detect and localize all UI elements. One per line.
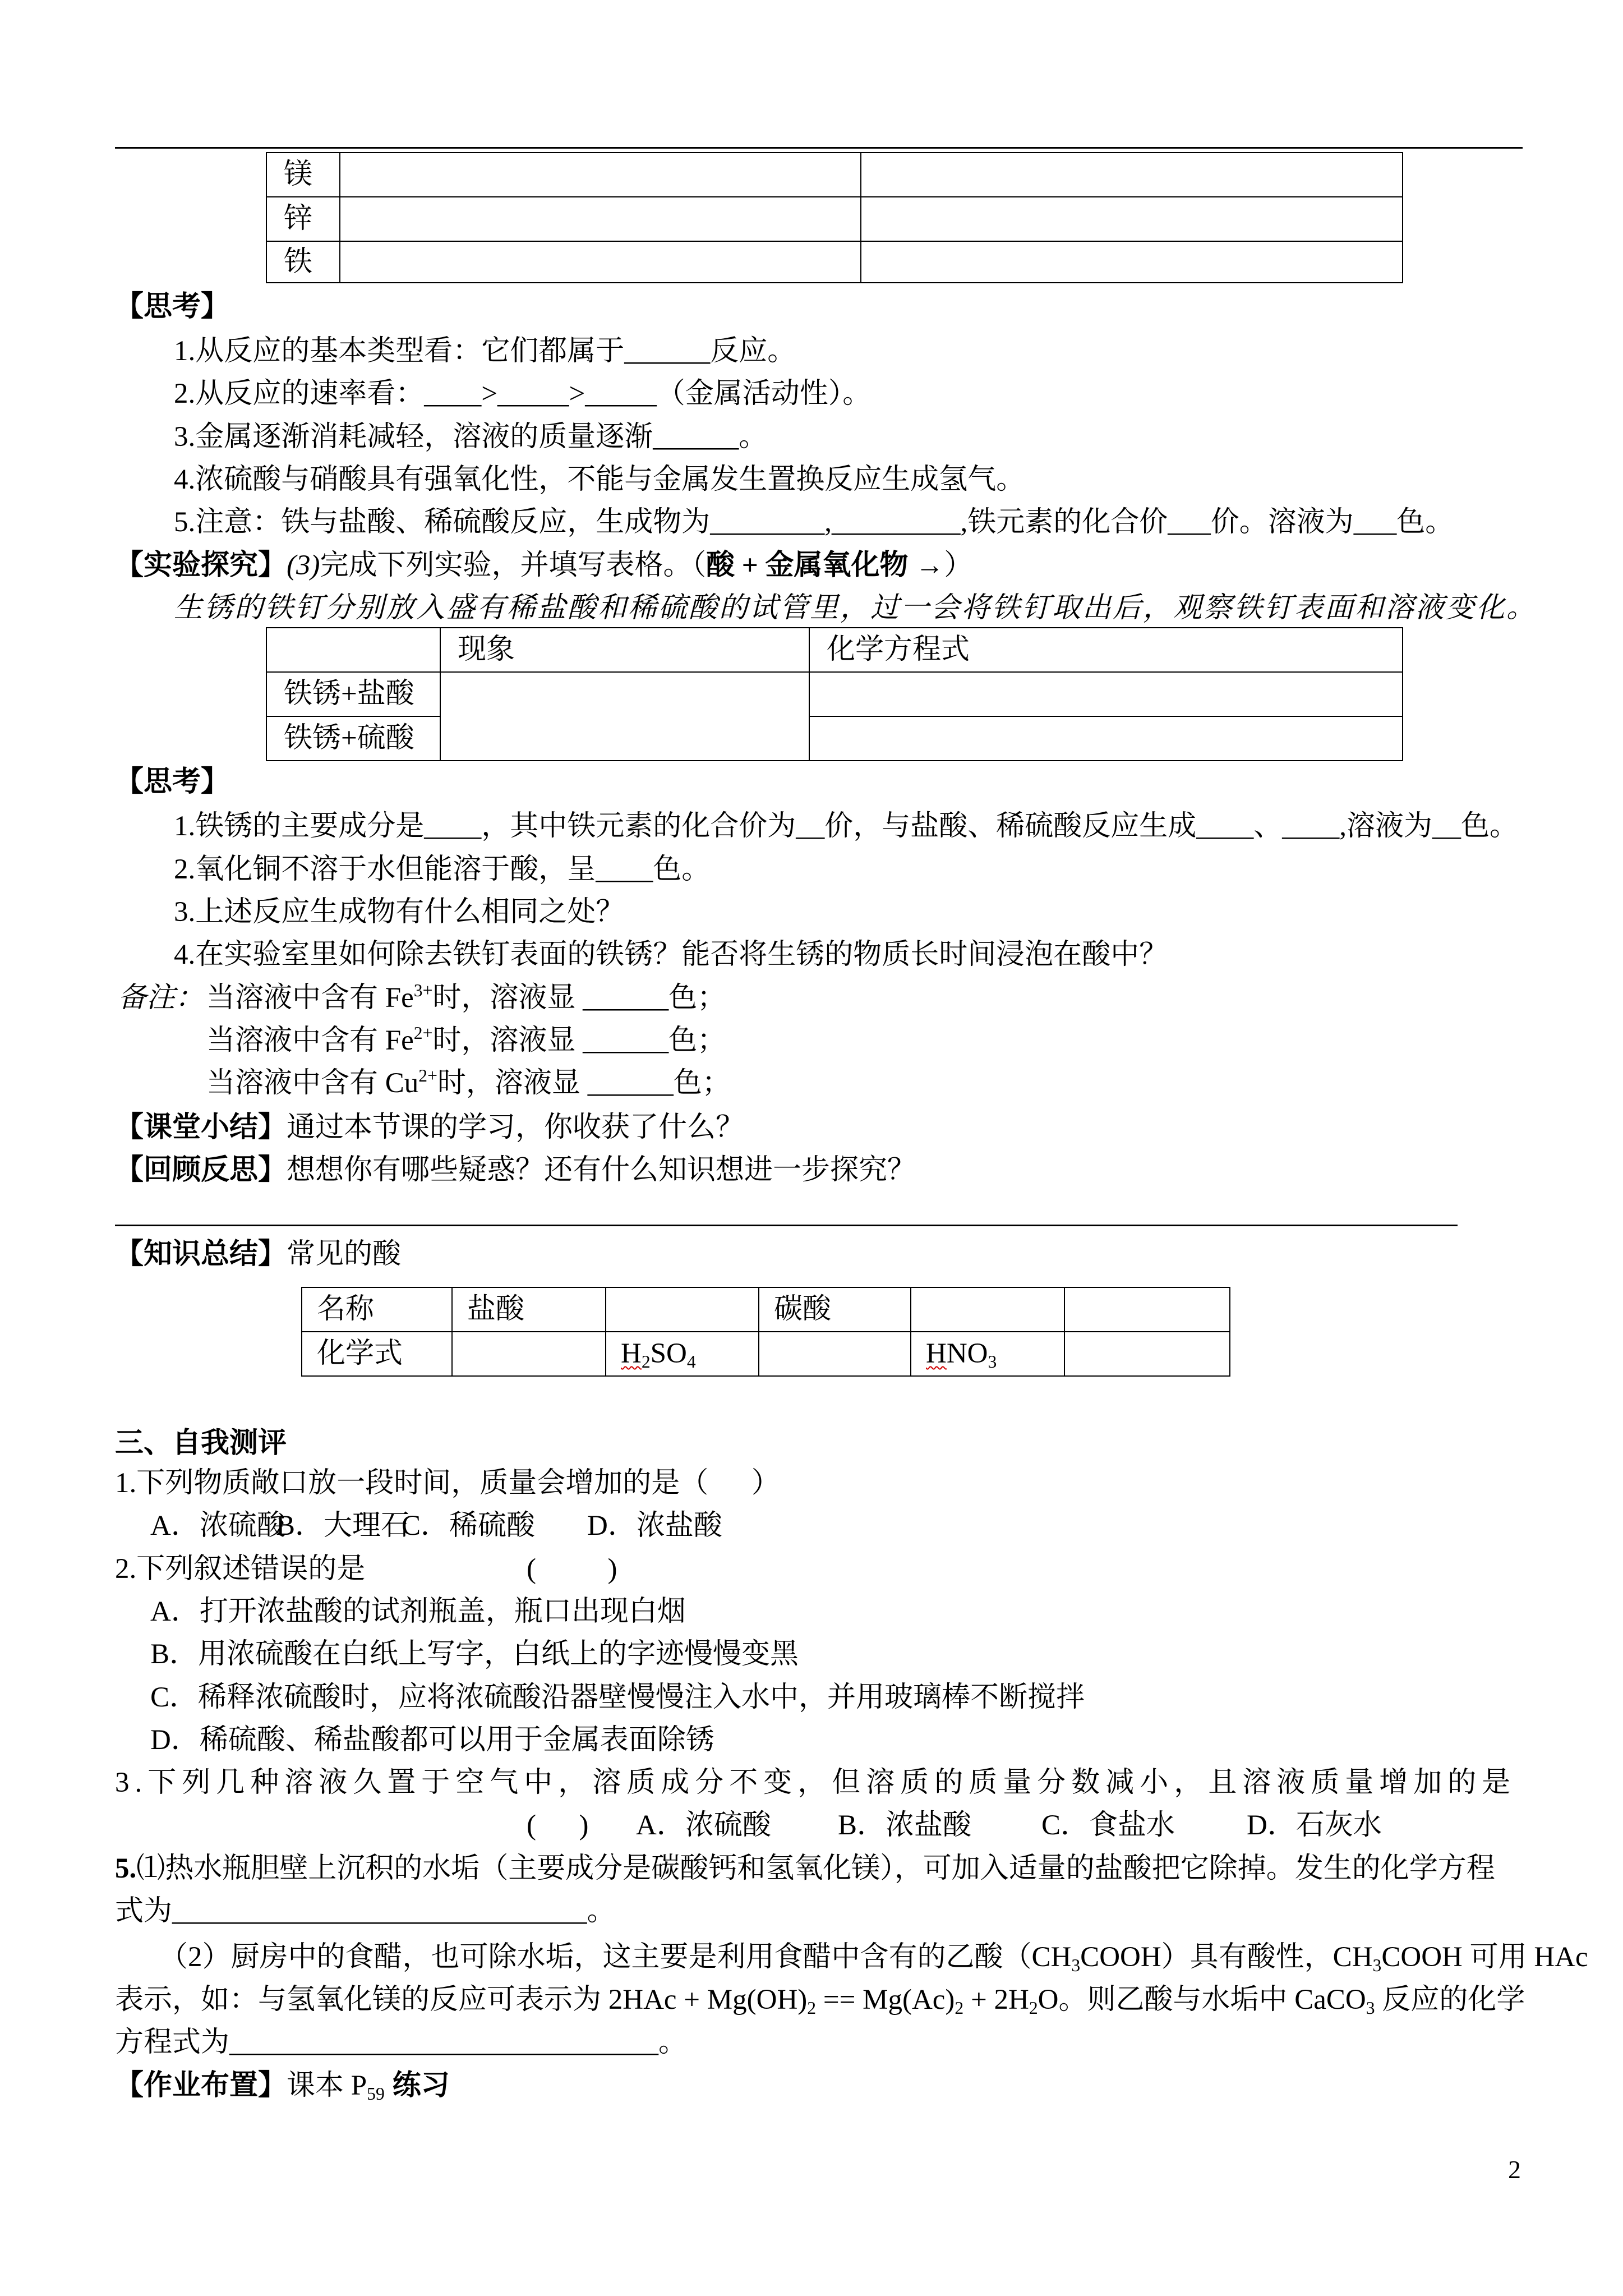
formula-part: H	[621, 1338, 642, 1369]
homework-page-sub: 59	[367, 2083, 385, 2104]
acid-name-cell: 盐酸	[452, 1287, 606, 1332]
answer-blank: ______	[583, 1025, 669, 1056]
row-label: 铁锈+盐酸	[266, 672, 440, 716]
row-label-formula: 化学式	[302, 1332, 452, 1376]
note-line	[206, 1019, 726, 1062]
note-text: 当溶液中含有 Fe	[206, 1025, 414, 1056]
think-item: 1.从反应的基本类型看：它们都属于______反应。	[174, 335, 796, 367]
think-item: 2.氧化铜不溶于水但能溶于酸，呈____色。	[174, 854, 711, 885]
formula-part: H	[926, 1338, 947, 1369]
question-2-stem: 2.下列叙述错误的是	[115, 1553, 366, 1585]
think-item: 4.在实验室里如何除去铁钉表面的铁锈？能否将生锈的物质长时间浸泡在酸中？	[174, 939, 1168, 970]
note-text: 色；	[673, 1068, 731, 1099]
reaction-type: 酸 + 金属氧化物 →	[706, 550, 944, 581]
reflection-heading: 【回顾反思】	[115, 1154, 287, 1186]
think-heading: 【思考】	[115, 291, 230, 323]
q3-answer-paren: ( )	[527, 1810, 589, 1841]
note-text: 色；	[668, 982, 726, 1014]
reflection-text: 想想你有哪些疑惑？还有什么知识想进一步探究？	[287, 1154, 916, 1186]
ion-charge: 2+	[413, 1023, 433, 1043]
think-item: 4.浓硫酸与硝酸具有强氧化性，不能与金属发生置换反应生成氢气。	[174, 464, 1025, 495]
question-text: COOH 可用 HAc	[1381, 1941, 1588, 1973]
knowledge-title: 常见的酸	[287, 1239, 402, 1270]
question-text: 反应的化学	[1375, 1984, 1525, 2016]
instruction-text: 完成下列实验，并填写表格。（	[320, 550, 706, 581]
question-5-part2-blank: 方程式为______________________________。	[115, 2027, 688, 2058]
top-rule	[115, 147, 1523, 149]
question-text: + 2H	[963, 1984, 1029, 2016]
rust-reaction-table	[266, 627, 1403, 761]
think-item: 3.金属逐渐消耗减轻，溶液的质量逐渐______。	[174, 421, 768, 453]
formula-cell-h2so4	[606, 1332, 759, 1376]
q3-option-a: A．浓硫酸	[636, 1810, 771, 1841]
knowledge-heading: 【知识总结】	[115, 1239, 287, 1270]
class-summary	[115, 1106, 744, 1149]
question-5-part2-line1	[159, 1936, 1588, 1978]
question-text: O。则乙酸与水垢中 CaCO	[1038, 1984, 1366, 2016]
step-number: (3)	[287, 550, 320, 581]
blank-cell	[1064, 1287, 1230, 1332]
question-5-part1	[115, 1847, 1495, 1890]
metal-name-cell: 铁	[266, 241, 340, 283]
question-5-part1-blank: 式为_____________________________。	[115, 1895, 616, 1927]
note-text: 时，溶液显	[432, 1025, 583, 1056]
section-rule	[115, 1225, 1458, 1226]
q2-option-c: C．稀释浓硫酸时，应将浓硫酸沿器壁慢慢注入水中，并用玻璃棒不断搅拌	[150, 1682, 1085, 1713]
q1-option-a: A．浓硫酸	[150, 1510, 285, 1542]
blank-cell	[452, 1332, 606, 1376]
blank-cell	[861, 197, 1403, 241]
q3-option-c: C．食盐水	[1041, 1810, 1175, 1841]
experiment-heading: 【实验探究】	[115, 550, 287, 581]
q2-option-d: D．稀硫酸、稀盐酸都可以用于金属表面除锈	[150, 1724, 714, 1756]
note-text: 当溶液中含有 Fe	[206, 982, 414, 1014]
q2-answer-paren: ( )	[527, 1553, 617, 1585]
think-item: 3.上述反应生成物有什么相同之处？	[174, 896, 625, 928]
metal-name-cell: 镁	[266, 153, 340, 197]
question-number: 5.	[115, 1853, 137, 1884]
metal-name-cell: 锌	[266, 197, 340, 241]
formula-cell-hno3	[911, 1332, 1064, 1376]
note-text: 时，溶液显	[437, 1068, 588, 1099]
summary-text: 通过本节课的学习，你收获了什么？	[287, 1112, 745, 1143]
summary-heading: 【课堂小结】	[115, 1112, 287, 1143]
homework-heading: 【作业布置】	[115, 2070, 287, 2101]
blank-cell	[861, 241, 1403, 283]
answer-blank: ______	[587, 1068, 674, 1099]
note-line	[206, 977, 726, 1019]
formula-part: SO	[650, 1338, 687, 1369]
blank-cell	[340, 241, 861, 283]
question-text: （2）厨房中的食醋，也可除水垢，这主要是利用食醋中含有的乙酸（CH	[159, 1941, 1072, 1973]
row-label: 铁锈+硫酸	[266, 716, 440, 761]
phenomenon-cell	[440, 672, 809, 761]
header-phenomenon: 现象	[440, 628, 809, 672]
formula-subscript: 3	[1372, 1955, 1382, 1975]
blank-cell	[911, 1287, 1064, 1332]
blank-cell	[266, 628, 440, 672]
self-test-heading: 三、自我测评	[115, 1428, 287, 1459]
experiment-description: 生锈的铁钉分别放入盛有稀盐酸和稀硫酸的试管里，过一会将铁钉取出后，观察铁钉表面和溶液变化。	[174, 592, 1537, 624]
question-text: == Mg(Ac)	[816, 1984, 955, 2016]
answer-blank: ______	[583, 982, 669, 1014]
q3-option-d: D．石灰水	[1247, 1810, 1382, 1841]
blank-cell	[606, 1287, 759, 1332]
formula-subscript: 3	[1071, 1955, 1081, 1975]
ion-charge: 2+	[418, 1066, 437, 1086]
formula-subscript: 2	[641, 1351, 651, 1372]
question-text: COOH）具有酸性，CH	[1080, 1941, 1373, 1973]
acid-name-cell: 碳酸	[759, 1287, 911, 1332]
formula-subscript: 2	[955, 1998, 964, 2018]
experiment-instruction	[115, 544, 972, 587]
reflection	[115, 1149, 916, 1191]
think-item: 1.铁锈的主要成分是____，其中铁元素的化合价为__价，与盐酸、稀硫酸反应生成____、____,溶液为__色。	[174, 811, 1519, 842]
q1-option-b: B．大理石	[276, 1510, 410, 1542]
formula-subscript: 2	[807, 1998, 817, 2018]
q3-option-b: B．浓盐酸	[838, 1810, 972, 1841]
instruction-end: ）	[944, 550, 973, 581]
formula-subscript: 3	[988, 1351, 997, 1372]
ion-charge: 3+	[413, 981, 433, 1001]
formula-subscript: 4	[686, 1351, 696, 1372]
common-acids-table	[301, 1287, 1230, 1377]
blank-cell	[340, 197, 861, 241]
metal-reaction-table	[266, 152, 1403, 283]
think-item: 5.注意：铁与盐酸、稀硫酸反应，生成物为________,_________,铁元素的化合价___价。溶液为___色。	[174, 507, 1454, 538]
question-3-stem: 3.下列几种溶液久置于空气中，溶质成分不变，但溶质的质量分数减小，且溶液质量增加的是	[115, 1767, 1516, 1798]
note-text: 色；	[668, 1025, 726, 1056]
homework-text: 课本 P	[287, 2070, 367, 2101]
q1-option-c: C．稀硫酸	[402, 1510, 536, 1542]
row-label-name: 名称	[302, 1287, 452, 1332]
knowledge-summary	[115, 1233, 401, 1276]
question-text: 表示，如：与氢氧化镁的反应可表示为 2HAc + Mg(OH)	[115, 1984, 808, 2016]
homework-task: 练习	[392, 2070, 450, 2101]
question-text: ⑴热水瓶胆壁上沉积的水垢（主要成分是碳酸钙和氢氧化镁），可加入适量的盐酸把它除掉。发生的化学方程	[136, 1853, 1495, 1884]
header-equation: 化学方程式	[809, 628, 1403, 672]
note-line	[206, 1062, 731, 1105]
formula-subscript: 3	[1366, 1998, 1375, 2018]
note-text: 时，溶液显	[432, 982, 583, 1014]
equation-cell	[809, 672, 1403, 716]
q2-option-b: B．用浓硫酸在白纸上写字，白纸上的字迹慢慢变黑	[150, 1639, 799, 1670]
q2-option-a: A．打开浓盐酸的试剂瓶盖，瓶口出现白烟	[150, 1596, 686, 1627]
formula-subscript: 2	[1029, 1998, 1038, 2018]
blank-cell	[861, 153, 1403, 197]
notes-label: 备注：	[118, 982, 204, 1014]
page-number: 2	[1508, 2155, 1521, 2184]
blank-cell	[759, 1332, 911, 1376]
blank-cell	[340, 153, 861, 197]
formula-part: NO	[946, 1338, 988, 1369]
think-heading: 【思考】	[115, 766, 230, 798]
equation-cell	[809, 716, 1403, 761]
think-item: 2.从反应的速率看：____>_____>_____（金属活动性）。	[174, 378, 872, 409]
homework	[115, 2064, 450, 2107]
blank-cell	[1064, 1332, 1230, 1376]
question-5-part2-line2	[115, 1978, 1525, 2021]
note-text: 当溶液中含有 Cu	[206, 1068, 419, 1099]
question-1-stem: 1.下列物质敞口放一段时间，质量会增加的是（ ）	[115, 1467, 780, 1499]
q1-option-d: D．浓盐酸	[587, 1510, 722, 1542]
